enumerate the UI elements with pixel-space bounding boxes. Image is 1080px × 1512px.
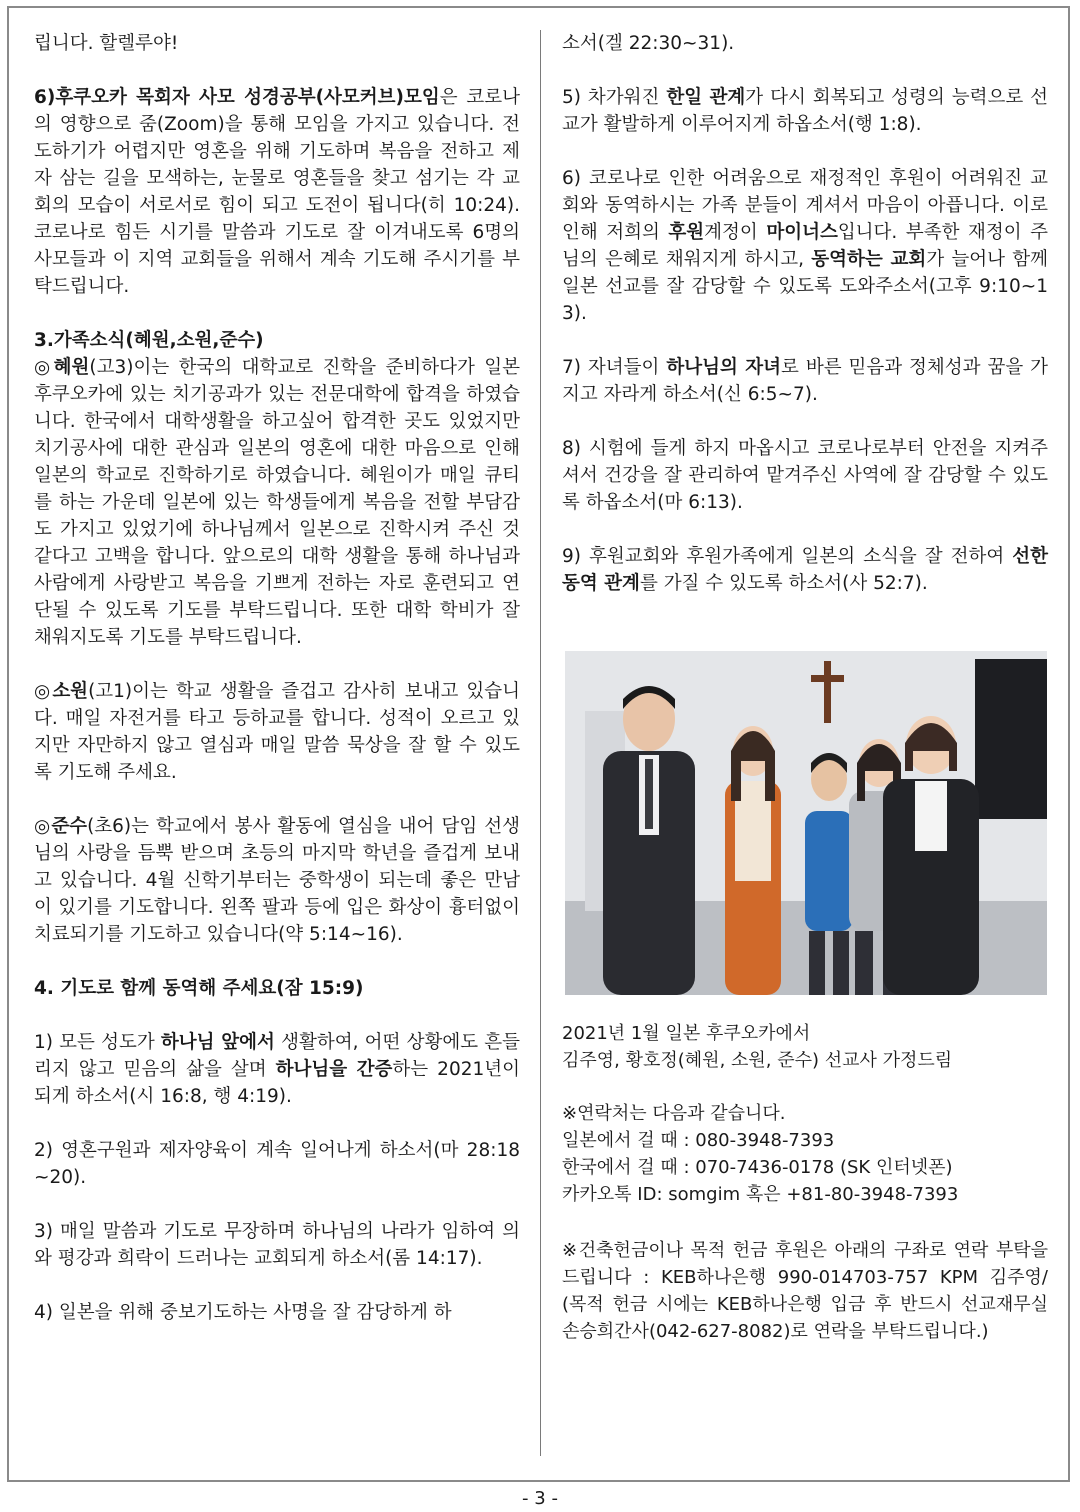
caption-line-2: 김주영, 황호정(혜원, 소원, 준수) 선교사 가정드림 xyxy=(562,1050,953,1071)
prayer-item-8: 8) 시험에 들게 하지 마옵시고 코로나로부터 안전을 지켜주셔서 건강을 잘 관리하여 맡겨주신 사역에 잘 감당할 수 있도록 하옵소서(마 6:13). xyxy=(562,438,1048,513)
prayer-item-6: 6) 코로나로 인한 어려움으로 재정적인 후원이 어려워진 교회와 동역하시는 가족 분들이 계셔서 마음이 아픕니다. 이로 인해 저희의 후원계정이 마이너스입니다. 부족한 재정이 주님의 은혜로 채워지게 하시고, 동역하는 교회가 늘어나 함께 일본 선교를 잘 감당할 수 있도록 도와주소서(고후 9:10~13). xyxy=(562,168,1049,324)
paragraph-continuation: 립니다. 할렐루야! xyxy=(34,33,179,54)
contact-korea: 한국에서 걸 때 : 070-7436-0178 (SK 인터넷폰) xyxy=(562,1157,953,1178)
contact-info xyxy=(562,1100,1052,1208)
sowon-name: 소원 xyxy=(52,681,89,702)
prayer-item-4: 4) 일본을 위해 중보기도하는 사명을 잘 감당하게 하 xyxy=(34,1302,452,1323)
page-number: - 3 - xyxy=(522,1488,558,1509)
prayer-item-4-continued: 소서(겔 22:30~31). xyxy=(562,33,735,54)
donation-info: ※건축헌금이나 목적 헌금 후원은 아래의 구좌로 연락 부탁을 드립니다 : KEB하나은행 990-014703-757 KPM 김주영/ (목적 헌금 시에는 KEB하나은행 입금 후 반드시 선교재무실 손승희간사(042-627-8082)로 연락을 부탁드립니다.) xyxy=(562,1240,1048,1342)
sowon-paragraph: ◎소원(고1)이는 학교 생활을 즐겁고 감사히 보내고 있습니다. 매일 자전거를 타고 등하교를 합니다. 성적이 오르고 있지만 자만하지 않고 열심과 매일 말씀 묵상을 잘 할 수 있도록 기도해 주세요. xyxy=(34,681,520,783)
prayer-item-1: 1) 모든 성도가 하나님 앞에서 생활하여, 어떤 상황에도 흔들리지 않고 믿음의 삶을 살며 하나님을 간증하는 2021년이 되게 하소서(시 16:8, 행 4:19). xyxy=(34,1032,520,1107)
family-photo-illustration xyxy=(565,651,1047,995)
caption-line-1: 2021년 1월 일본 후쿠오카에서 xyxy=(562,1023,811,1044)
hyewon-name: 혜원 xyxy=(53,357,90,378)
hyewon-paragraph: ◎혜원(고3)이는 한국의 대학교로 진학을 준비하다가 일본 후쿠오카에 있는 치기공과가 있는 전문대학에 합격을 하였습니다. 한국에서 대학생활을 하고싶어 합격한 곳도 있었지만 치기공사에 대한 관심과 일본의 영혼에 대한 마음으로 인해 일본의 학교로 진학하기로 하였습니다. 혜원이가 매일 큐티를 하는 가운데 일본에 있는 학생들에게 복음을 전할 부담감도 가지고 있었기에 하나님께서 일본으로 진학시켜 주신 것 같다고 고백을 합니다. 앞으로의 대학 생활을 통해 하나님과 사람에게 사랑받고 복음을 기쁘게 전하는 자로 훈련되고 연단될 수 있도록 기도를 부탁드립니다. 또한 대학 학비가 잘 채워지도록 기도를 부탁드립니다. xyxy=(34,357,520,648)
section-4-title: 4. 기도로 함께 동역해 주세요(잠 15:9) xyxy=(34,978,364,999)
prayer-item-2: 2) 영혼구원과 제자양육이 계속 일어나게 하소서(마 28:18~20). xyxy=(34,1140,520,1188)
left-column xyxy=(34,30,520,1326)
right-column xyxy=(562,30,1048,624)
tv-screen xyxy=(975,659,1047,819)
prayer-item-3: 3) 매일 말씀과 기도로 무장하며 하나님의 나라가 임하여 의와 평강과 희락이 드러나는 교회되게 하소서(롬 14:17). xyxy=(34,1221,520,1269)
section-6-paragraph: 6)후쿠오카 목회자 사모 성경공부(사모커브)모임은 코로나의 영향으로 줌(Zoom)을 통해 모임을 가지고 있습니다. 전도하기가 어렵지만 영혼을 위해 기도하며 복음을 전하고 제자 삼는 길을 모색하는, 눈물로 영혼들을 찾고 섬기는 각 교회의 모습이 서로서로 힘이 되고 도전이 됩니다(히 10:24). 코로나로 힘든 시기를 말씀과 기도로 잘 이겨내도록 6명의 사모들과 이 지역 교회들을 위해서 계속 기도해 주시기를 부탁드립니다. xyxy=(34,87,520,297)
family-photo xyxy=(565,651,1047,995)
prayer-item-5: 5) 차가워진 한일 관계가 다시 회복되고 성령의 능력으로 선교가 활발하게 이루어지게 하옵소서(행 1:8). xyxy=(562,87,1048,135)
section-3-title: 3.가족소식(혜원,소원,준수) xyxy=(34,330,264,351)
contact-kakao: 카카오톡 ID: somgim 혹은 +81-80-3948-7393 xyxy=(562,1184,959,1205)
prayer-item-7: 7) 자녀들이 하나님의 자녀로 바른 믿음과 정체성과 꿈을 가지고 자라게 하소서(신 6:5~7). xyxy=(562,357,1048,405)
column-divider xyxy=(540,30,541,1456)
section-6-title: 6)후쿠오카 목회자 사모 성경공부(사모커브)모임 xyxy=(34,87,440,108)
photo-caption xyxy=(562,1020,1052,1074)
daughter-orange-figure xyxy=(725,726,781,995)
contact-header: ※연락처는 다음과 같습니다. xyxy=(562,1103,786,1124)
junsu-name: 준수 xyxy=(51,816,88,837)
junsu-paragraph: ◎준수(초6)는 학교에서 봉사 활동에 열심을 내어 담임 선생님의 사랑을 듬뿍 받으며 초등의 마지막 학년을 즐겁게 보내고 있습니다. 4월 신학기부터는 중학생이 되는데 좋은 만남이 있기를 기도합니다. 왼쪽 팔과 등에 입은 화상이 흉터없이 치료되기를 기도하고 있습니다(약 5:14~16). xyxy=(34,816,520,945)
prayer-item-9: 9) 후원교회와 후원가족에게 일본의 소식을 잘 전하여 선한 동역 관계를 가질 수 있도록 하소서(사 52:7). xyxy=(562,546,1048,594)
contact-japan: 일본에서 걸 때 : 080-3948-7393 xyxy=(562,1130,835,1151)
